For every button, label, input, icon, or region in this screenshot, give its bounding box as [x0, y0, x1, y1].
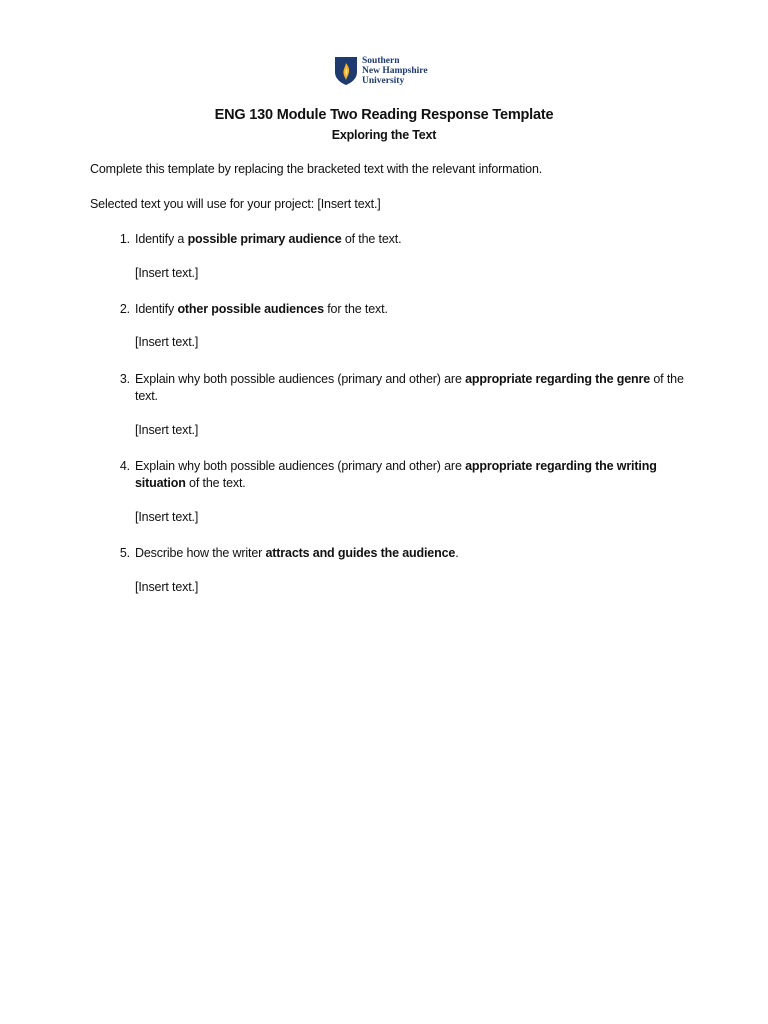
- list-number: 2.: [119, 302, 130, 316]
- logo-line-2: New Hampshire: [362, 66, 428, 76]
- selected-text-line: Selected text you will use for your project: [Insert text.]: [90, 197, 381, 211]
- list-item-text: Identify other possible audiences for the text.: [135, 302, 388, 316]
- list-number: 5.: [119, 546, 130, 560]
- answer-placeholder[interactable]: [Insert text.]: [135, 335, 199, 349]
- answer-placeholder[interactable]: [Insert text.]: [135, 510, 199, 524]
- list-item: [110, 458, 690, 492]
- list-item: [110, 231, 690, 248]
- list-item-text: Identify a possible primary audience of the text.: [135, 232, 402, 246]
- list-item-text: Explain why both possible audiences (primary and other) are appropriate regarding the genre of the text.: [135, 372, 684, 403]
- intro-paragraph: Complete this template by replacing the bracketed text with the relevant information.: [90, 162, 543, 176]
- logo-line-1: Southern: [362, 56, 400, 66]
- answer-placeholder[interactable]: [Insert text.]: [135, 266, 199, 280]
- list-item-text: Explain why both possible audiences (primary and other) are appropriate regarding the writing situation of the text.: [135, 459, 657, 490]
- list-number: 1.: [119, 232, 130, 246]
- document-subtitle: Exploring the Text: [331, 128, 437, 142]
- list-item: [110, 545, 690, 562]
- logo-wordmark: [362, 56, 428, 86]
- shield-flame-icon: [334, 56, 358, 86]
- logo-line-3: University: [362, 76, 405, 86]
- document-title: ENG 130 Module Two Reading Response Template: [214, 107, 554, 123]
- answer-placeholder[interactable]: [Insert text.]: [135, 580, 199, 594]
- answer-placeholder[interactable]: [Insert text.]: [135, 423, 199, 437]
- list-item: [110, 301, 690, 318]
- list-number: 3.: [119, 372, 130, 386]
- list-number: 4.: [119, 459, 130, 473]
- list-item-text: Describe how the writer attracts and guides the audience.: [135, 546, 459, 560]
- list-item: [110, 371, 690, 405]
- university-logo: [334, 56, 428, 86]
